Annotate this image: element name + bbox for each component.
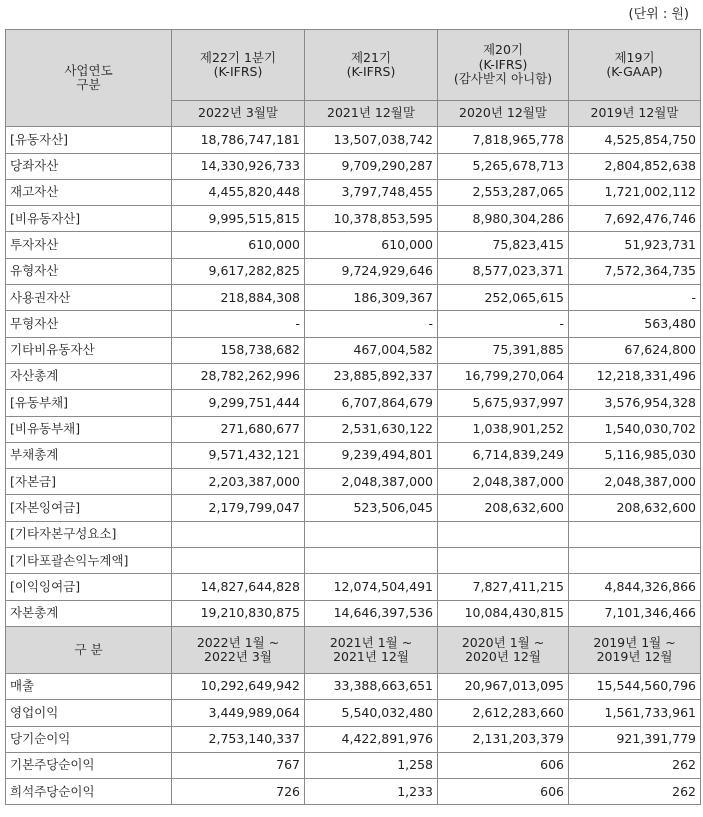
value-cell: 23,885,892,337	[305, 363, 438, 389]
row-label: [기타포괄손익누계액]	[6, 548, 172, 574]
value-cell: 14,330,926,733	[172, 153, 305, 179]
period-header-2019	[569, 30, 701, 101]
period-header-q1-2022	[172, 30, 305, 101]
value-cell: 726	[172, 779, 305, 805]
value-cell: 8,980,304,286	[438, 206, 569, 232]
period-header-2020	[438, 30, 569, 101]
value-cell: 4,422,891,976	[305, 726, 438, 752]
value-cell: 51,923,731	[569, 232, 701, 258]
value-cell: 12,218,331,496	[569, 363, 701, 389]
row-label: 무형자산	[6, 311, 172, 337]
row-label: 당기순이익	[6, 726, 172, 752]
balance-row	[6, 363, 701, 389]
value-cell: 2,553,287,065	[438, 179, 569, 205]
value-cell: 75,823,415	[438, 232, 569, 258]
value-cell: 4,525,854,750	[569, 127, 701, 153]
value-cell: 9,299,751,444	[172, 390, 305, 416]
income-period-start: 2022년 1월 ~	[196, 634, 280, 650]
balance-row	[6, 153, 701, 179]
value-cell: 7,101,346,466	[569, 600, 701, 626]
income-period-end: 2022년 3월	[204, 648, 272, 664]
value-cell: 1,233	[305, 779, 438, 805]
value-cell: 1,540,030,702	[569, 416, 701, 442]
value-cell	[172, 548, 305, 574]
value-cell: 158,738,682	[172, 337, 305, 363]
row-label: 유형자산	[6, 258, 172, 284]
value-cell: 10,378,853,595	[305, 206, 438, 232]
value-cell: 7,572,364,735	[569, 258, 701, 284]
value-cell: 5,540,032,480	[305, 700, 438, 726]
value-cell: 563,480	[569, 311, 701, 337]
value-cell: -	[172, 311, 305, 337]
value-cell: -	[569, 285, 701, 311]
value-cell: 10,084,430,815	[438, 600, 569, 626]
period-header-2021	[305, 30, 438, 101]
value-cell: 6,707,864,679	[305, 390, 438, 416]
balance-row	[6, 179, 701, 205]
value-cell: 9,617,282,825	[172, 258, 305, 284]
row-label: 재고자산	[6, 179, 172, 205]
row-header-label-1: 사업연도	[64, 62, 113, 78]
value-cell: 14,646,397,536	[305, 600, 438, 626]
value-cell: 12,074,504,491	[305, 574, 438, 600]
value-cell: 5,116,985,030	[569, 442, 701, 468]
period-audit-note: (감사받지 아니함)	[453, 71, 553, 87]
value-cell	[569, 548, 701, 574]
value-cell: 9,995,515,815	[172, 206, 305, 232]
value-cell: 186,309,367	[305, 285, 438, 311]
balance-row	[6, 548, 701, 574]
period-standard: (K-IFRS)	[346, 64, 396, 79]
period-header-row	[6, 30, 701, 101]
value-cell: 13,507,038,742	[305, 127, 438, 153]
value-cell: 606	[438, 779, 569, 805]
value-cell: -	[305, 311, 438, 337]
income-period-header	[438, 626, 569, 673]
value-cell: 9,709,290,287	[305, 153, 438, 179]
row-label: 매출	[6, 673, 172, 699]
balance-row	[6, 337, 701, 363]
value-cell: 2,753,140,337	[172, 726, 305, 752]
financial-summary-table	[5, 29, 701, 805]
value-cell: 7,827,411,215	[438, 574, 569, 600]
value-cell: 262	[569, 752, 701, 778]
value-cell: 5,265,678,713	[438, 153, 569, 179]
value-cell: 9,571,432,121	[172, 442, 305, 468]
value-cell: 15,544,560,796	[569, 673, 701, 699]
period-date: 2021년 12월말	[305, 101, 438, 127]
income-period-start: 2019년 1월 ~	[593, 634, 676, 650]
income-period-end: 2021년 12월	[333, 648, 409, 664]
balance-row	[6, 258, 701, 284]
balance-row	[6, 469, 701, 495]
value-cell: 2,612,283,660	[438, 700, 569, 726]
value-cell: 67,624,800	[569, 337, 701, 363]
period-standard: (K-IFRS)	[478, 56, 528, 72]
row-label: 투자자산	[6, 232, 172, 258]
value-cell: 252,065,615	[438, 285, 569, 311]
balance-row	[6, 442, 701, 468]
value-cell: 610,000	[172, 232, 305, 258]
value-cell: 2,048,387,000	[569, 469, 701, 495]
balance-row	[6, 206, 701, 232]
balance-row	[6, 127, 701, 153]
balance-row	[6, 416, 701, 442]
balance-row	[6, 521, 701, 547]
value-cell: 2,804,852,638	[569, 153, 701, 179]
value-cell	[569, 521, 701, 547]
row-label: [비유동자산]	[6, 206, 172, 232]
value-cell: 33,388,663,651	[305, 673, 438, 699]
value-cell: 8,577,023,371	[438, 258, 569, 284]
income-period-start: 2020년 1월 ~	[461, 634, 545, 650]
value-cell: 921,391,779	[569, 726, 701, 752]
value-cell: -	[438, 311, 569, 337]
value-cell: 18,786,747,181	[172, 127, 305, 153]
value-cell	[438, 521, 569, 547]
value-cell: 3,449,989,064	[172, 700, 305, 726]
income-period-end: 2019년 12월	[596, 648, 673, 664]
balance-row	[6, 232, 701, 258]
period-standard: (K-IFRS)	[213, 64, 263, 79]
value-cell: 75,391,885	[438, 337, 569, 363]
value-cell: 208,632,600	[569, 495, 701, 521]
value-cell: 271,680,677	[172, 416, 305, 442]
income-row	[6, 726, 701, 752]
row-label: 부채총계	[6, 442, 172, 468]
value-cell: 2,048,387,000	[305, 469, 438, 495]
period-title: 제19기	[614, 49, 655, 65]
value-cell: 1,721,002,112	[569, 179, 701, 205]
income-period-header	[172, 626, 305, 673]
value-cell	[305, 521, 438, 547]
income-row	[6, 779, 701, 805]
row-label: [비유동부채]	[6, 416, 172, 442]
income-row	[6, 752, 701, 778]
value-cell: 3,797,748,455	[305, 179, 438, 205]
period-date: 2019년 12월말	[569, 101, 701, 127]
value-cell: 4,844,326,866	[569, 574, 701, 600]
value-cell: 20,967,013,095	[438, 673, 569, 699]
value-cell: 2,048,387,000	[438, 469, 569, 495]
row-label: [유동부채]	[6, 390, 172, 416]
income-header-row	[6, 626, 701, 673]
value-cell: 6,714,839,249	[438, 442, 569, 468]
balance-row	[6, 574, 701, 600]
row-label: [자본잉여금]	[6, 495, 172, 521]
balance-row	[6, 600, 701, 626]
value-cell: 2,131,203,379	[438, 726, 569, 752]
value-cell	[172, 521, 305, 547]
value-cell: 19,210,830,875	[172, 600, 305, 626]
row-label: 사용권자산	[6, 285, 172, 311]
unit-note: (단위 : 원)	[628, 7, 689, 22]
income-period-end: 2020년 12월	[465, 648, 541, 664]
value-cell: 14,827,644,828	[172, 574, 305, 600]
value-cell: 1,258	[305, 752, 438, 778]
row-label: [기타자본구성요소]	[6, 521, 172, 547]
value-cell: 9,724,929,646	[305, 258, 438, 284]
value-cell: 610,000	[305, 232, 438, 258]
value-cell: 10,292,649,942	[172, 673, 305, 699]
row-label: 영업이익	[6, 700, 172, 726]
row-label: 자본총계	[6, 600, 172, 626]
period-date: 2022년 3월말	[172, 101, 305, 127]
period-title: 제21기	[350, 49, 392, 65]
value-cell: 467,004,582	[305, 337, 438, 363]
row-label: 기타비유동자산	[6, 337, 172, 363]
value-cell: 3,576,954,328	[569, 390, 701, 416]
value-cell: 16,799,270,064	[438, 363, 569, 389]
value-cell	[305, 548, 438, 574]
income-row	[6, 673, 701, 699]
value-cell: 4,455,820,448	[172, 179, 305, 205]
period-title: 제22기 1분기	[199, 49, 277, 65]
row-label: 자산총계	[6, 363, 172, 389]
row-label: 기본주당순이익	[6, 752, 172, 778]
income-period-header	[305, 626, 438, 673]
period-date: 2020년 12월말	[438, 101, 569, 127]
row-label: 당좌자산	[6, 153, 172, 179]
row-header-label-2: 구분	[76, 77, 101, 93]
value-cell: 2,203,387,000	[172, 469, 305, 495]
row-header-cell	[6, 30, 172, 127]
value-cell: 7,692,476,746	[569, 206, 701, 232]
row-label: [이익잉여금]	[6, 574, 172, 600]
value-cell: 1,038,901,252	[438, 416, 569, 442]
period-standard: (K-GAAP)	[606, 64, 663, 79]
value-cell: 2,531,630,122	[305, 416, 438, 442]
value-cell: 9,239,494,801	[305, 442, 438, 468]
income-row	[6, 700, 701, 726]
value-cell: 606	[438, 752, 569, 778]
balance-row	[6, 311, 701, 337]
value-cell: 262	[569, 779, 701, 805]
period-title: 제20기	[482, 42, 524, 58]
balance-row	[6, 390, 701, 416]
income-period-header	[569, 626, 701, 673]
value-cell: 523,506,045	[305, 495, 438, 521]
balance-row	[6, 495, 701, 521]
value-cell: 7,818,965,778	[438, 127, 569, 153]
income-header-label: 구 분	[6, 626, 172, 673]
value-cell: 2,179,799,047	[172, 495, 305, 521]
row-label: [자본금]	[6, 469, 172, 495]
value-cell: 767	[172, 752, 305, 778]
balance-row	[6, 285, 701, 311]
value-cell: 208,632,600	[438, 495, 569, 521]
value-cell: 28,782,262,996	[172, 363, 305, 389]
value-cell: 5,675,937,997	[438, 390, 569, 416]
value-cell: 1,561,733,961	[569, 700, 701, 726]
row-label: [유동자산]	[6, 127, 172, 153]
row-label: 희석주당순이익	[6, 779, 172, 805]
value-cell: 218,884,308	[172, 285, 305, 311]
value-cell	[438, 548, 569, 574]
income-period-start: 2021년 1월 ~	[329, 634, 413, 650]
